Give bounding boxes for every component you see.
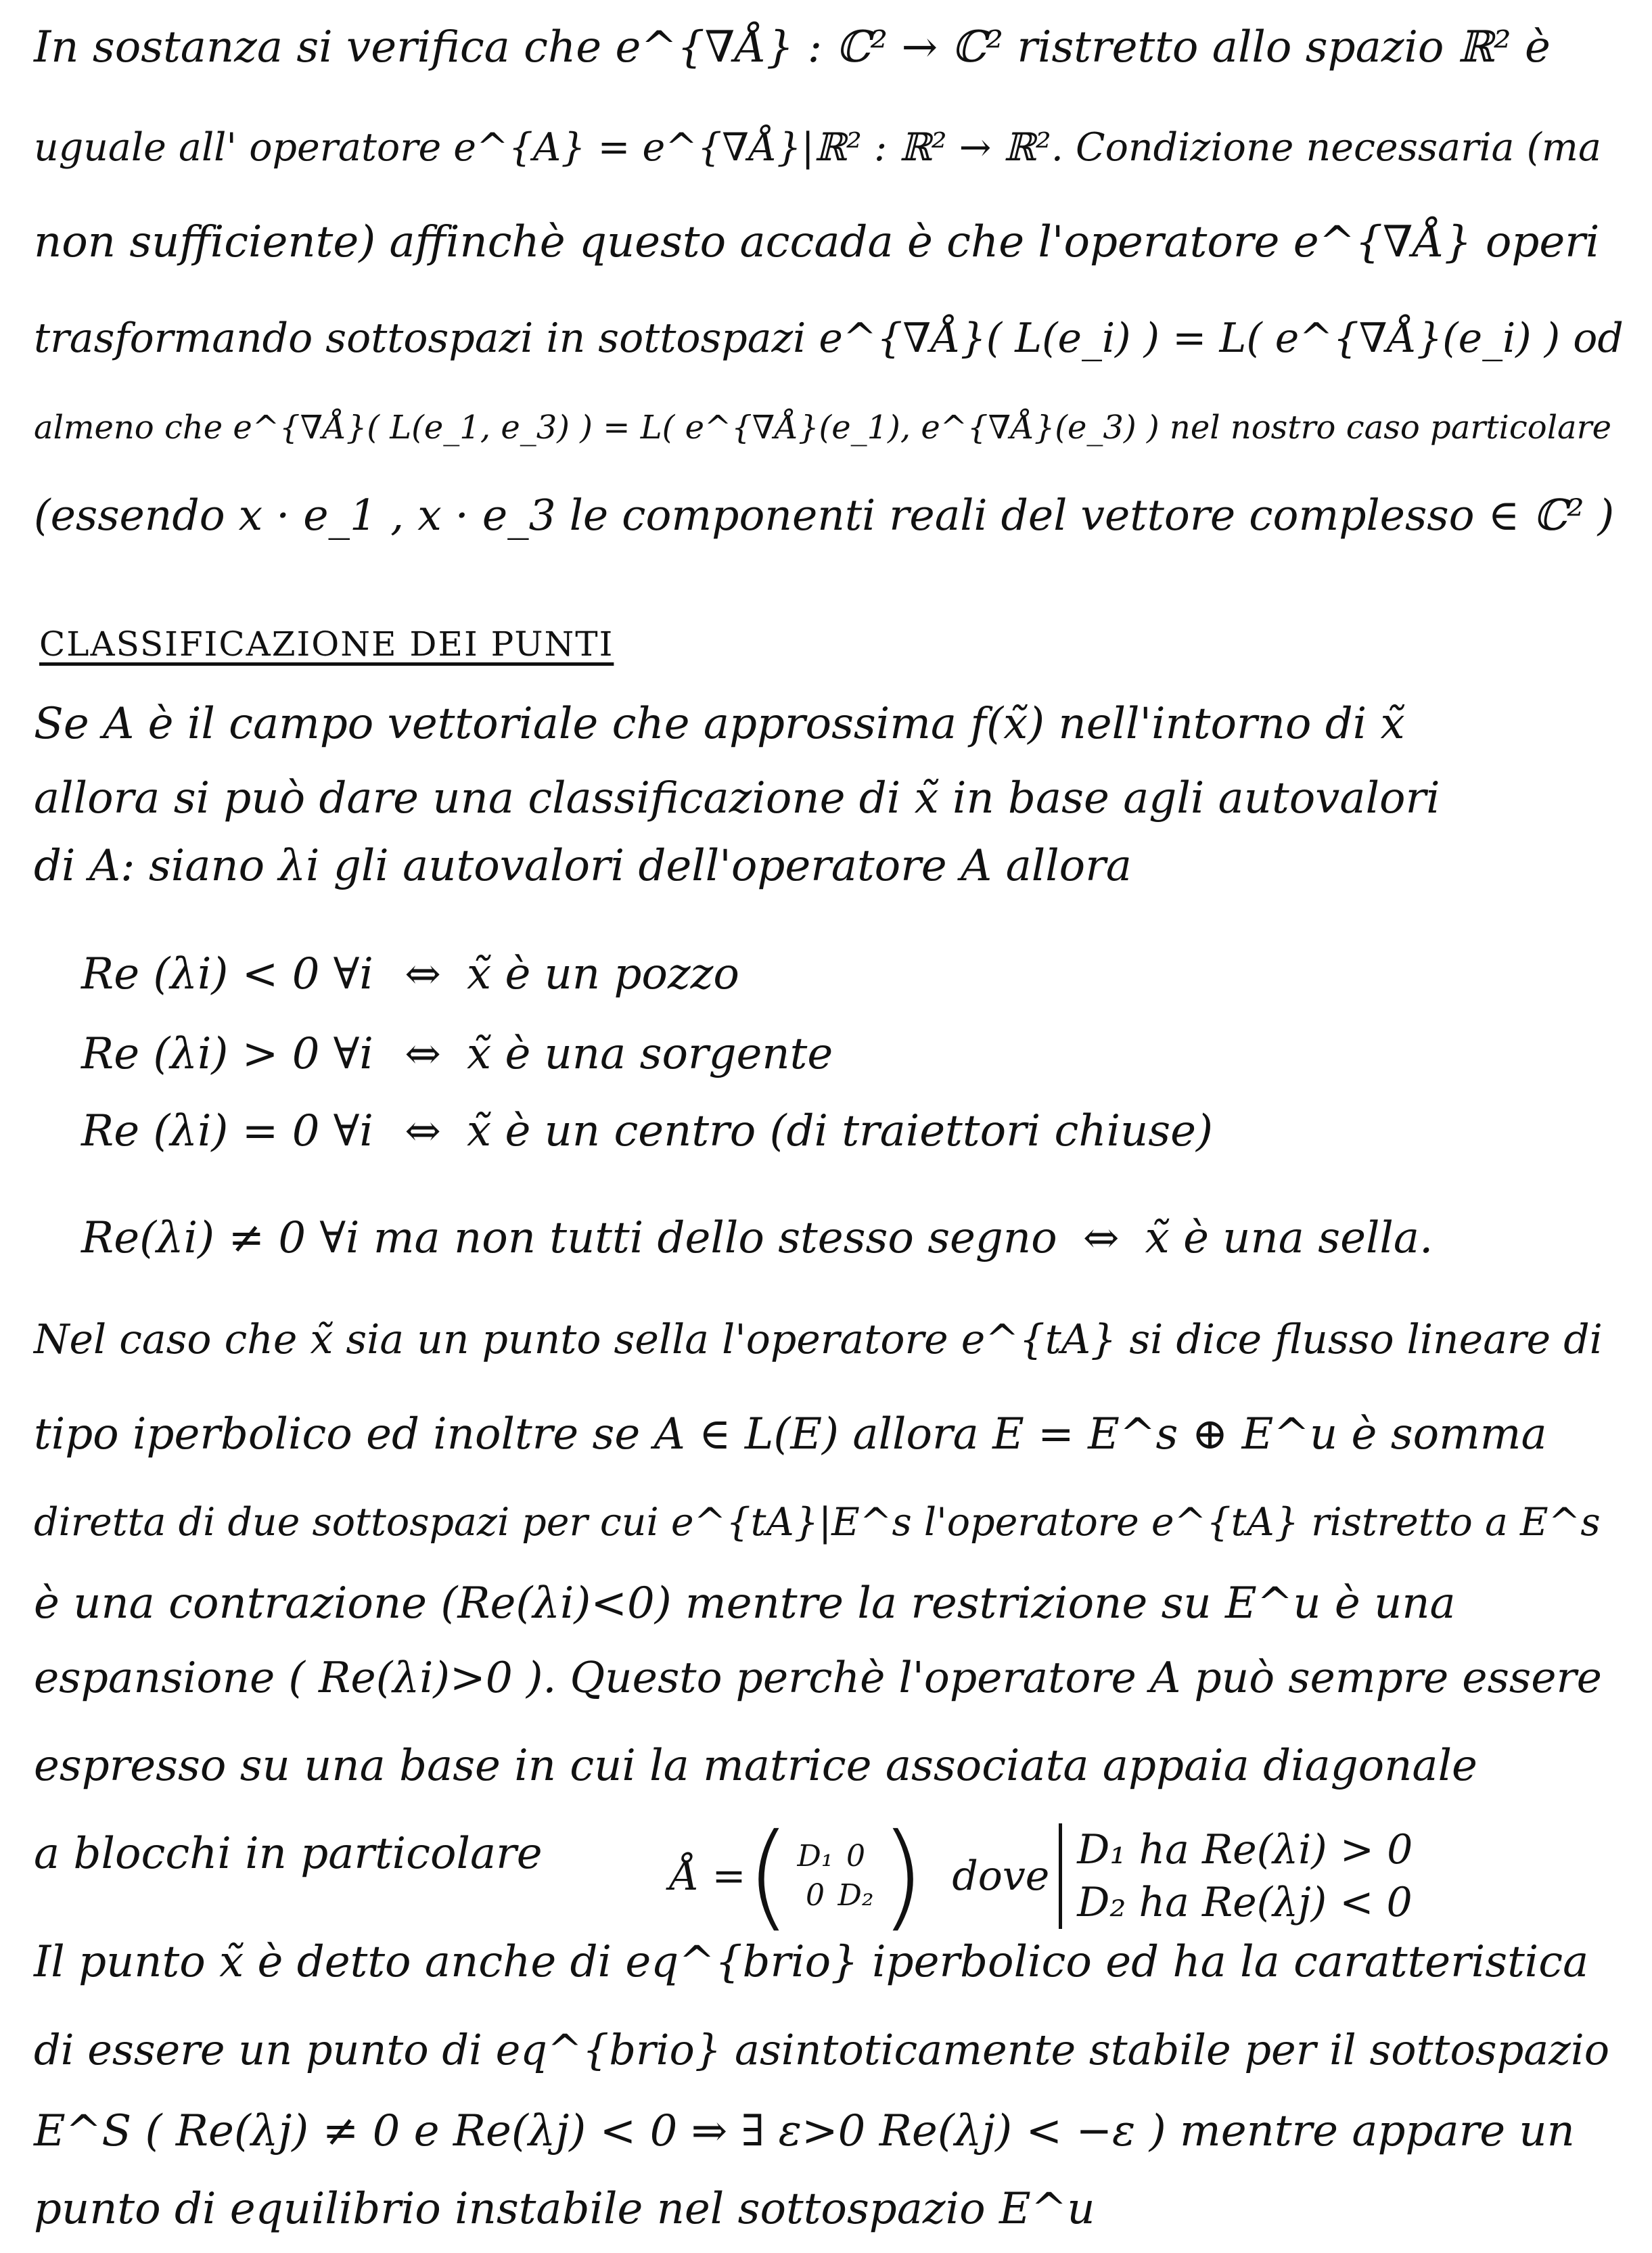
matrix-grid — [791, 1838, 880, 1914]
condition-row — [81, 1104, 1213, 1158]
text-line: E^S ( Re(λj) ≠ 0 e Re(λj) < 0 ⇒ ∃ ε>0 Re(λj) < −ε ) mentre appare un — [34, 2106, 1575, 2156]
iff-symbol: ⇔ — [1082, 1213, 1120, 1263]
right-paren: ) — [880, 1809, 925, 1943]
text-line: In sostanza si verifica che e^{∇Å} : ℂ² → ℂ² ristretto allo spazio ℝ² è — [34, 22, 1551, 72]
text-line: Il punto x̃ è detto anche di eq^{brio} iperbolico ed ha la caratteristica — [34, 1937, 1589, 1987]
matrix-cell: D₂ — [838, 1878, 874, 1913]
condition-lhs: Re(λi) ≠ 0 ∀i ma non tutti dello stesso segno — [81, 1213, 1057, 1263]
iff-symbol: ⇔ — [405, 1029, 441, 1079]
text-line: espansione ( Re(λi)>0 ). Questo perchè l'operatore A può sempre essere — [34, 1653, 1602, 1702]
condition-rhs: x̃ è una sorgente — [467, 1029, 833, 1079]
condition-lhs: Re (λi) < 0 ∀i — [81, 949, 373, 999]
condition-lhs: Re (λi) = 0 ∀i — [81, 1106, 373, 1156]
condition-row — [81, 947, 739, 1001]
condition-lhs: Re (λi) > 0 ∀i — [81, 1029, 373, 1079]
condition-rhs: x̃ è un pozzo — [467, 949, 739, 999]
text-line: è una contrazione (Re(λi)<0) mentre la restrizione su E^u è una — [34, 1578, 1456, 1629]
text-line: (essendo x · e_1 , x · e_3 le componenti reali del vettore complesso ∈ ℂ² ) — [34, 491, 1615, 540]
block-matrix — [670, 1809, 1413, 1943]
text-line: di A: siano λi gli autovalori dell'operatore A allora — [34, 841, 1132, 891]
dove-label: dove — [952, 1852, 1050, 1900]
text-line: diretta di due sottospazi per cui e^{tA}|E^s l'operatore e^{tA} ristretto a E^s — [34, 1500, 1601, 1545]
text-line: punto di equilibrio instabile nel sottospazio E^u — [34, 2184, 1095, 2234]
text-line: di essere un punto di eq^{brio} asintoticamente stabile per il sottospazio — [34, 2025, 1610, 2074]
matrix-cell: D₁ — [797, 1839, 833, 1873]
section-heading: CLASSIFICAZIONE DEI PUNTI — [39, 624, 614, 664]
text-line: tipo iperbolico ed inoltre se A ∈ L(E) allora E = E^s ⊕ E^u è somma — [34, 1409, 1547, 1459]
matrix-lhs: Å = — [670, 1852, 746, 1900]
text-line: Nel caso che x̃ sia un punto sella l'operatore e^{tA} si dice flusso lineare di — [34, 1316, 1603, 1363]
text-line: non sufficiente) affinchè questo accada è che l'operatore e^{∇Å} operi — [34, 217, 1600, 267]
text-line: almeno che e^{∇Å}( L(e_1, e_3) ) = L( e^{∇Å}(e_1), e^{∇Å}(e_3) ) nel nostro caso particolare — [34, 409, 1612, 447]
case-line: D₁ ha Re(λi) > 0 — [1077, 1826, 1413, 1873]
text-line: allora si può dare una classificazione di x̃ in base agli autovalori — [34, 773, 1440, 823]
text-line: uguale all' operatore e^{A} = e^{∇Å}|ℝ² : ℝ² → ℝ². Condizione necessaria (ma — [34, 125, 1601, 170]
text-line: a blocchi in particolare — [34, 1829, 543, 1879]
cases-block — [1059, 1823, 1413, 1929]
left-paren: ( — [745, 1809, 791, 1943]
condition-rhs: x̃ è una sella. — [1145, 1213, 1433, 1263]
case-line: D₂ ha Re(λj) < 0 — [1077, 1879, 1413, 1926]
matrix-cell: 0 — [846, 1839, 866, 1873]
matrix-cell: 0 — [806, 1878, 825, 1913]
text-line: trasformando sottospazi in sottospazi e^{∇Å}( L(e_i) ) = L( e^{∇Å}(e_i) ) od — [34, 315, 1624, 362]
condition-row — [81, 1211, 1433, 1265]
text-line: espresso su una base in cui la matrice associata appaia diagonale — [34, 1741, 1477, 1791]
text-line: Se A è il campo vettoriale che approssima f(x̃) nell'intorno di x̃ — [34, 699, 1405, 749]
iff-symbol: ⇔ — [405, 949, 441, 999]
iff-symbol: ⇔ — [405, 1106, 441, 1156]
condition-row — [81, 1027, 833, 1081]
condition-rhs: x̃ è un centro (di traiettori chiuse) — [467, 1106, 1213, 1156]
